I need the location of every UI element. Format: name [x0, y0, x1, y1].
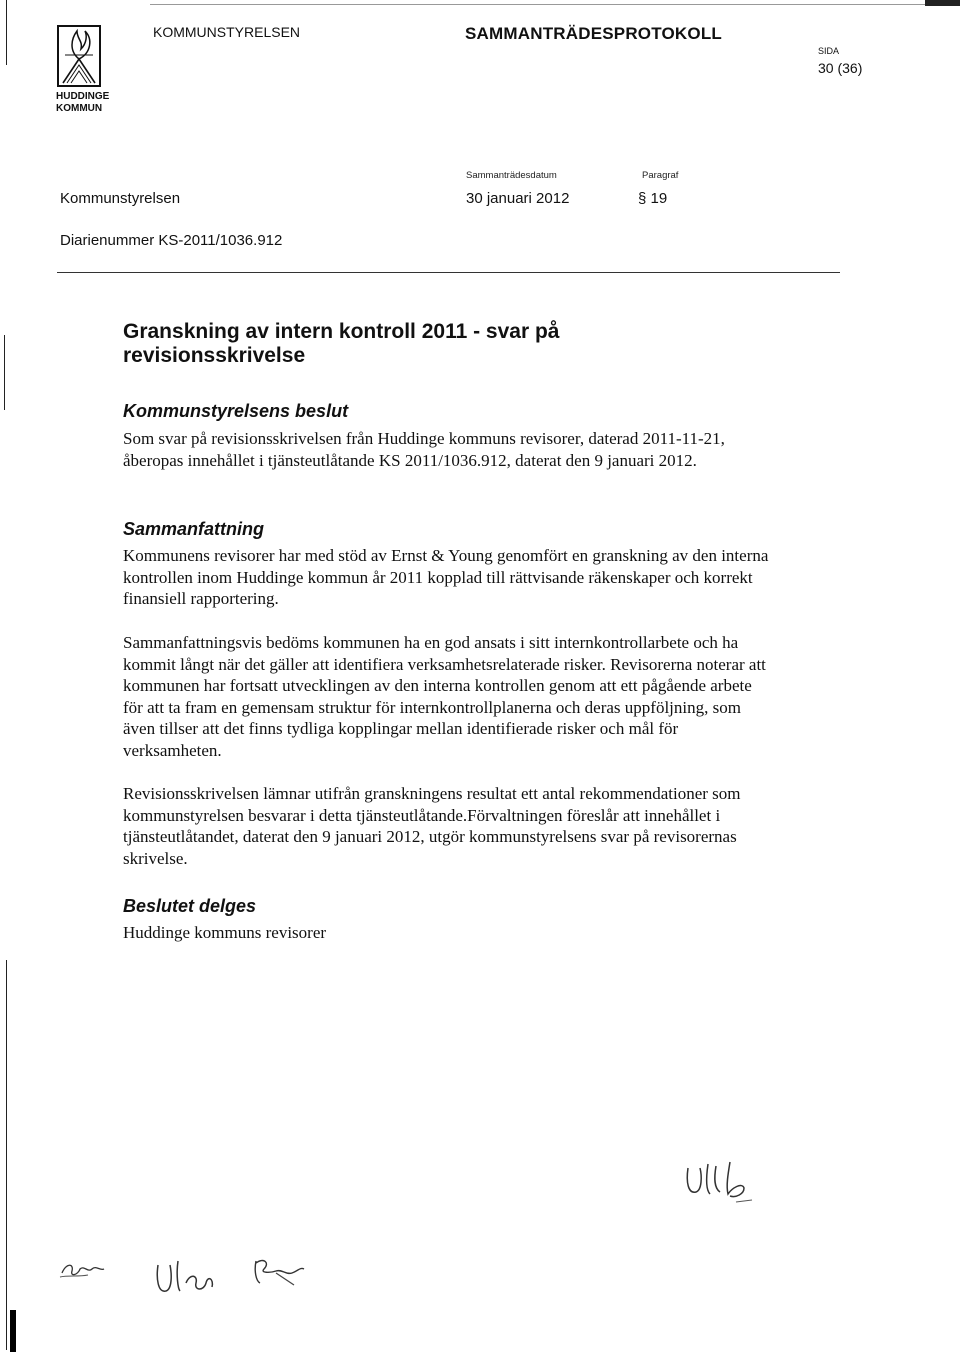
summary-text-2: Sammanfattningsvis bedöms kommunen ha en god ansats i sitt internkontrollarbete och ha kommit långt när det gäller att identifiera verksamhetsrelaterade risker. Revisorerna noterar att kommunen har fortsatt utvecklingen av den interna kontrollen genom att ett pågående arbete för att ta fram en gemensam struktur för internkontrollplanerna och deras uppföljning, som även tillser att det finns tydliga kopplingar mellan identifierade risker och mål för verksamheten.: [123, 633, 766, 760]
summary-paragraph-2: [123, 632, 773, 762]
logo-wordmark-line2: KOMMUN: [56, 103, 103, 114]
distribution-list: [123, 922, 773, 944]
scan-edge-mark: [10, 1310, 16, 1352]
signature-1: [58, 1255, 108, 1290]
scan-top-line: [150, 4, 950, 5]
signature-initials: [680, 1160, 760, 1210]
decision-paragraph: Som svar på revisionsskrivelsen från Huddinge kommuns revisorer, daterad 2011-11-21, åberopas innehållet i tjänsteutlåtande KS 2011/1036.912, daterat den 9 januari 2012.: [123, 429, 725, 470]
paragraph-label: Paragraf: [642, 170, 679, 181]
signature-2: [150, 1255, 220, 1305]
summary-text-1: Kommunens revisorer har med stöd av Ernst & Young genomfört en granskning av den interna kontrollen inom Huddinge kommun år 2011 kopplad till rättvisande räkenskaper och korrekt finansiell rapportering.: [123, 546, 769, 609]
organization-name: KOMMUNSTYRELSEN: [153, 24, 301, 40]
summary-heading: Sammanfattning: [123, 519, 265, 539]
summary-text-3: Revisionsskrivelsen lämnar utifrån granskningens resultat ett antal rekommendationer som kommunstyrelsen besvarar i detta tjänsteutlåtande.Förvaltningen föreslår att innehållet i tjänsteutlåtandet, daterat den 9 januari 2012, utgör kommunstyrelsens svar på revisorernas skrivelse.: [123, 784, 741, 868]
paragraph-number: § 19: [638, 190, 668, 207]
distribution-recipient: Huddinge kommuns revisorer: [123, 923, 327, 942]
logo-wordmark: [56, 91, 126, 115]
date-label: Sammanträdesdatum: [466, 170, 557, 181]
decision-text: [123, 428, 773, 471]
header-divider: [57, 272, 840, 273]
committee-name: Kommunstyrelsen: [60, 190, 181, 207]
summary-paragraph-3: [123, 783, 773, 869]
scan-corner-mark: [925, 0, 960, 6]
scan-margin-line: [4, 335, 5, 410]
scan-margin-line: [6, 0, 7, 65]
scan-margin-line: [6, 960, 7, 1350]
page-title: Granskning av intern kontroll 2011 - svar på revisionsskrivelse: [123, 320, 560, 367]
distribution-heading: Beslutet delges: [123, 896, 257, 916]
page-label: SIDA: [818, 46, 840, 56]
huddinge-logo: [57, 25, 101, 87]
signature-3: [250, 1255, 310, 1295]
document-type: SAMMANTRÄDESPROTOKOLL: [465, 24, 722, 43]
summary-paragraph-1: [123, 545, 773, 610]
decision-heading: Kommunstyrelsens beslut: [123, 401, 349, 421]
page-number: 30 (36): [818, 60, 863, 76]
meeting-date: 30 januari 2012: [466, 190, 570, 207]
logo-wordmark-line1: HUDDINGE: [56, 91, 110, 102]
diary-number: Diarienummer KS-2011/1036.912: [60, 232, 283, 249]
